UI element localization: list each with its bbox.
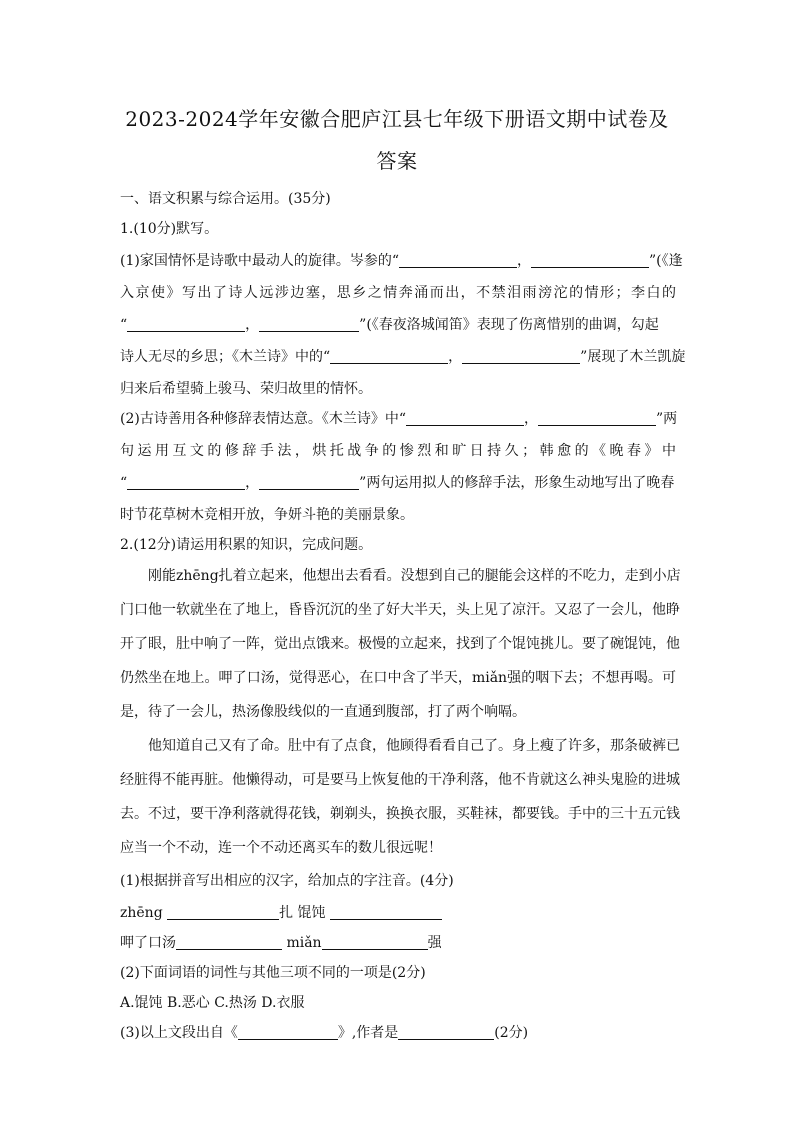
q1-p1-line5: 归来后希望骑上骏马、荣归故里的情怀。 bbox=[120, 381, 372, 397]
q1-p2-line4: 时节花草树木竞相开放，争妍斗艳的美丽景象。 bbox=[120, 507, 414, 523]
text: ， bbox=[517, 253, 531, 269]
text: zhēng bbox=[120, 905, 168, 921]
text: (2)古诗善用各种修辞表情达意。《木兰诗》中“ bbox=[120, 411, 406, 427]
text: ， bbox=[448, 349, 463, 365]
sub-question-1-heading: (1)根据拼音写出相应的汉字，给加点的字注音。(4分) bbox=[120, 873, 454, 889]
section-heading: 一、语文积累与综合运用。(35分) bbox=[120, 191, 331, 207]
answer-blank[interactable] bbox=[398, 1025, 494, 1040]
answer-blank[interactable] bbox=[531, 253, 649, 268]
answer-blank[interactable] bbox=[259, 475, 359, 490]
text: ， bbox=[245, 475, 260, 491]
text: ， bbox=[524, 411, 538, 427]
sub-question-3 bbox=[120, 1022, 676, 1042]
text: ”两句运用拟人的修辞手法，形象生动地写出了晚春 bbox=[359, 475, 675, 491]
answer-blank[interactable] bbox=[127, 475, 245, 490]
sub-question-2-heading: (2)下面词语的词性与其他三项不同的一项是(2分) bbox=[120, 965, 426, 981]
passage-para1-line3: 开了眼，肚中响了一阵，觉出点饿来。极慢的立起来，找到了个馄饨挑儿。要了碗馄饨，他 bbox=[120, 636, 680, 652]
q1-p2-line2: 句运用互文的修辞手法，烘托战争的惨烈和旷日持久；韩愈的《晚春》中 bbox=[120, 443, 676, 459]
question-2-heading: 2.(12分)请运用积累的知识，完成问题。 bbox=[120, 537, 373, 553]
answer-blank[interactable] bbox=[399, 253, 517, 268]
answer-blank[interactable] bbox=[167, 905, 279, 920]
answer-blank[interactable] bbox=[176, 935, 282, 950]
text: 强 bbox=[427, 935, 442, 951]
passage-para1-line1: 刚能zhēng扎着立起来，他想出去看看。没想到自己的腿能会这样的不吃力，走到小店 bbox=[148, 568, 681, 584]
text: miǎn bbox=[282, 935, 322, 951]
sub-question-1-row2 bbox=[120, 932, 676, 952]
answer-blank[interactable] bbox=[462, 349, 580, 364]
text: ， bbox=[245, 317, 260, 333]
answer-blank[interactable] bbox=[238, 1025, 338, 1040]
text: 》,作者是 bbox=[337, 1025, 399, 1041]
q1-p1-line1 bbox=[120, 250, 683, 270]
answer-blank[interactable] bbox=[330, 905, 442, 920]
sub-question-1-row1 bbox=[120, 902, 676, 922]
text: (2分) bbox=[494, 1025, 529, 1041]
page-title-line2: 答案 bbox=[376, 149, 418, 173]
text: “ bbox=[120, 475, 128, 491]
q1-p1-line4 bbox=[120, 346, 686, 366]
text: ”展现了木兰凯旋 bbox=[580, 349, 686, 365]
sub-question-2-options: A.馄饨 B.恶心 C.热汤 D.衣服 bbox=[120, 995, 305, 1011]
text: 呷了口汤 bbox=[120, 935, 176, 951]
passage-para2-line1: 他知道自己又有了命。肚中有了点食，他顾得看看自己了。身上瘦了许多，那条破裤已 bbox=[148, 738, 680, 754]
answer-blank[interactable] bbox=[538, 411, 656, 426]
text: 诗人无尽的乡思；《木兰诗》中的“ bbox=[120, 349, 331, 365]
page-title-line1: 2023-2024学年安徽合肥庐江县七年级下册语文期中试卷及 bbox=[125, 107, 669, 131]
answer-blank[interactable] bbox=[406, 411, 524, 426]
q1-p1-line3 bbox=[120, 314, 676, 334]
passage-para1-line2: 门口他一软就坐在了地上，昏昏沉沉的坐了好大半天，头上见了凉汗。又忍了一会儿，他睁 bbox=[120, 602, 680, 618]
passage-para1-line5: 是，待了一会儿，热汤像股线似的一直通到腹部，打了两个响嗝。 bbox=[120, 704, 526, 720]
text: (3)以上文段出自《 bbox=[120, 1025, 238, 1041]
text: ”(《春夜洛城闻笛》表现了伤离惜别的曲调，勾起 bbox=[359, 317, 659, 333]
question-1-heading: 1.(10分)默写。 bbox=[120, 221, 219, 237]
passage-para1-line4: 仍然坐在地上。呷了口汤，觉得恶心，在口中含了半天，miǎn强的咽下去；不想再喝。可 bbox=[120, 670, 676, 686]
text: ”两 bbox=[656, 411, 678, 427]
q1-p1-line2: 入京使》写出了诗人远涉边塞，思乡之情奔涌而出，不禁泪雨滂沱的情形；李白的 bbox=[120, 285, 676, 301]
answer-blank[interactable] bbox=[259, 317, 359, 332]
text: (1)家国情怀是诗歌中最动人的旋律。岑参的“ bbox=[120, 253, 399, 269]
q1-p2-line1 bbox=[120, 408, 676, 428]
q1-p2-line3 bbox=[120, 472, 676, 492]
passage-para2-line4: 应当一个不动，连一个不动还离买车的数儿很远呢！ bbox=[120, 840, 442, 856]
passage-para2-line2: 经脏得不能再脏。他懒得动，可是要马上恢复他的干净利落，他不肯就这么神头鬼脸的进城 bbox=[120, 772, 680, 788]
answer-blank[interactable] bbox=[322, 935, 428, 950]
text: ”(《逢 bbox=[649, 253, 683, 269]
text: 扎 馄饨 bbox=[279, 905, 331, 921]
text: “ bbox=[120, 317, 128, 333]
answer-blank[interactable] bbox=[127, 317, 245, 332]
answer-blank[interactable] bbox=[330, 349, 448, 364]
passage-para2-line3: 去。不过，要干净利落就得花钱，剃剃头，换换衣服，买鞋袜，都要钱。手中的三十五元钱 bbox=[120, 806, 680, 822]
